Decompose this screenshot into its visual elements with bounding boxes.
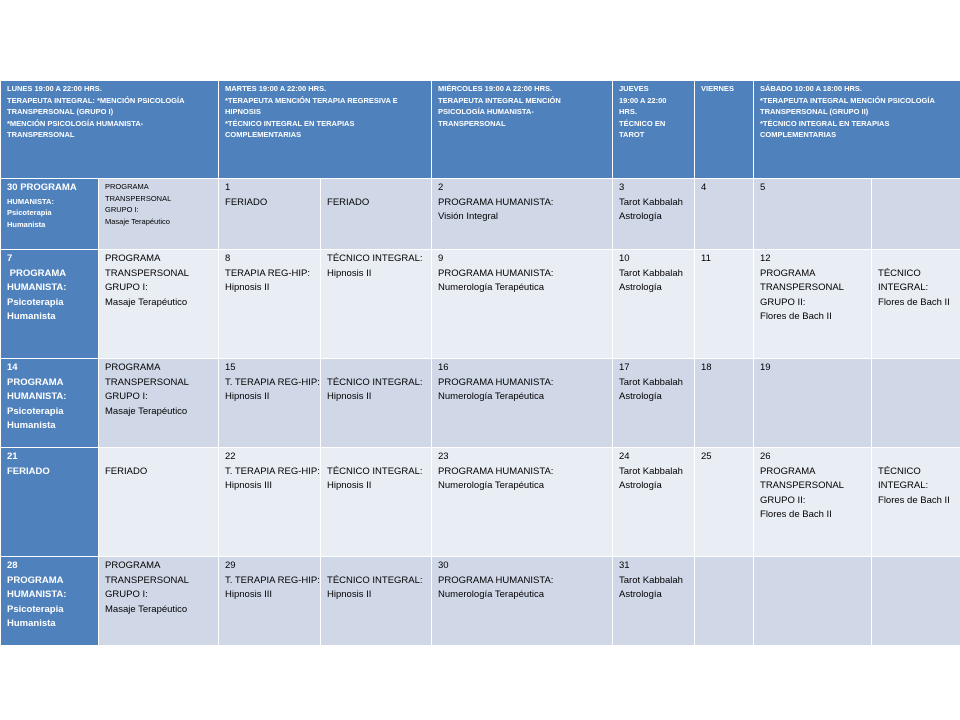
header-line: JUEVES [619,84,649,93]
week-row [1,250,960,359]
cell-line: TÉCNICO [878,267,921,279]
cell-line: Astrología [619,282,662,293]
cell-line: Hipnosis III [225,480,273,491]
header-line: LUNES 19:00 A 22:00 HRS. [7,84,102,93]
cell-line: Hipnosis II [225,282,270,293]
cell-line: 16 [438,362,449,373]
cell-line: TÉCNICO [878,465,921,477]
cell-line: FERIADO [225,196,268,208]
monday-cell [1,179,99,250]
header-line: TAROT [619,130,645,139]
header-line: MARTES 19:00 A 22:00 HRS. [225,84,327,93]
header-line: COMPLEMENTARIAS [760,130,837,139]
tuesday-cell [219,448,321,557]
saturday-tecnico-cell [872,179,960,250]
cell-line: TÉCNICO INTEGRAL: [327,253,423,264]
cell-line: PROGRAMA [105,560,161,571]
cell-line: 28 [7,560,18,571]
week-row [1,557,960,646]
cell-line: PROGRAMA HUMANISTA: [438,574,554,586]
cell-line: GRUPO I: [105,205,139,214]
cell-line: PROGRAMA [760,267,816,279]
tuesday-tecnico-cell [321,359,432,448]
cell-line: TRANSPERSONAL [105,574,189,586]
cell-line: 10 [619,253,630,264]
header-line: TRANSPERSONAL [438,118,506,128]
monday-cell [1,359,99,448]
schedule-table [0,80,960,646]
cell-line: Hipnosis II [327,589,372,600]
cell-line: 30 [438,560,449,571]
week-row [1,359,960,448]
header-line: PSICOLOGÍA HUMANISTA- [438,107,534,116]
cell-line: PROGRAMA HUMANISTA: [438,376,554,388]
cell-line: 4 [701,182,707,193]
cell-line: GRUPO II: [760,296,806,308]
cell-line: 22 [225,451,236,462]
cell-line [327,361,425,376]
cell-line: T. TERAPIA REG-HIP: [225,465,320,477]
cell-line [878,450,954,465]
wednesday-cell [432,448,613,557]
wednesday-cell [432,179,613,250]
header-line: TÉCNICO EN [619,118,666,128]
wednesday-cell [432,557,613,646]
cell-line: Flores de Bach II [878,494,950,506]
monday-cell [1,448,99,557]
cell-line [878,252,954,267]
saturday-cell [754,250,872,359]
cell-line: 19 [760,362,771,373]
header-row [1,81,960,179]
cell-line: Numerología Terapéutica [438,391,544,402]
saturday-tecnico-cell [872,448,960,557]
cell-line: Tarot Kabbalah [619,267,683,279]
saturday-tecnico-cell [872,359,960,448]
cell-line: Astrología [619,391,662,402]
tuesday-tecnico-cell [321,448,432,557]
header-line: TRANSPERSONAL (GRUPO I) [7,107,114,116]
monday-program-cell [99,557,219,646]
cell-line: Numerología Terapéutica [438,589,544,600]
cell-line: Masaje Terapéutico [105,603,188,615]
header-sabado [754,81,960,179]
cell-line: Humanista [7,618,56,629]
week-row [1,179,960,250]
cell-line: TÉCNICO INTEGRAL: [327,465,423,477]
saturday-cell [754,448,872,557]
cell-line [327,450,425,465]
friday-cell [695,448,754,557]
tuesday-cell [219,250,321,359]
cell-line: 1 [225,182,231,193]
cell-line: 18 [701,362,712,373]
cell-line: T. TERAPIA REG-HIP: [225,376,320,388]
cell-line: Astrología [619,589,662,600]
cell-line: Flores de Bach II [878,296,950,308]
cell-line: GRUPO II: [760,494,806,506]
cell-line: 8 [225,253,231,264]
cell-line: GRUPO I: [105,589,148,600]
cell-line: HUMANISTA: [7,196,54,206]
saturday-cell [754,179,872,250]
thursday-cell [613,557,695,646]
cell-line: 23 [438,451,449,462]
cell-line: HUMANISTA: [7,391,67,402]
cell-line: Tarot Kabbalah [619,465,683,477]
tuesday-cell [219,179,321,250]
cell-line: PROGRAMA HUMANISTA: [438,196,554,208]
header-line: 19:00 A 22:00 [619,95,667,105]
cell-line: 30 PROGRAMA [7,182,77,193]
cell-line: PROGRAMA HUMANISTA: [438,465,554,477]
cell-line: FERIADO [327,196,370,208]
cell-line: 5 [760,182,766,193]
cell-line: Humanista [7,420,56,431]
monday-program-cell [99,448,219,557]
cell-line: 25 [701,451,712,462]
header-line: SÁBADO 10:00 A 18:00 HRS. [760,84,862,93]
header-line: *TERAPEUTA MENCIÓN TERAPIA REGRESIVA E [225,95,398,105]
cell-line: TÉCNICO INTEGRAL: [327,574,423,586]
cell-line: TRANSPERSONAL [105,267,189,279]
cell-line: 17 [619,362,630,373]
cell-line: 11 [701,253,711,264]
cell-line: Flores de Bach II [760,311,832,322]
tuesday-tecnico-cell [321,250,432,359]
header-line: MIÉRCOLES 19:00 A 22:00 HRS. [438,84,553,93]
tuesday-cell [219,557,321,646]
cell-line: 3 [619,182,625,193]
header-line: TERAPEUTA INTEGRAL: *MENCIÓN PSICOLOGÍA [7,95,185,105]
cell-line: Psicoterapia [7,405,64,417]
cell-line: INTEGRAL: [878,480,929,491]
cell-line: 9 [438,253,444,264]
friday-cell [695,359,754,448]
cell-line: 24 [619,451,630,462]
thursday-cell [613,250,695,359]
header-lunes [1,81,219,179]
friday-cell [695,250,754,359]
cell-line: TERAPIA REG-HIP: [225,267,311,279]
cell-line: Hipnosis II [327,480,372,491]
header-line: *TERAPEUTA INTEGRAL MENCIÓN PSICOLOGÍA [760,95,935,105]
cell-line: GRUPO I: [105,391,148,402]
header-jueves [613,81,695,179]
cell-line: HUMANISTA: [7,589,67,600]
saturday-tecnico-cell [872,557,960,646]
header-line: TERAPEUTA INTEGRAL MENCIÓN [438,95,561,105]
header-miercoles [432,81,613,179]
cell-line: Psicoterapia [7,603,64,615]
thursday-cell [613,359,695,448]
cell-line: HUMANISTA: [7,282,67,293]
cell-line: FERIADO [7,465,50,477]
cell-line: Astrología [619,211,662,222]
friday-cell [695,557,754,646]
tuesday-tecnico-cell [321,557,432,646]
cell-line: Masaje Terapéutico [105,216,170,226]
saturday-cell [754,557,872,646]
cell-line: FERIADO [105,465,148,477]
cell-line: TRANSPERSONAL [760,282,844,293]
cell-line: Flores de Bach II [760,509,832,520]
header-line: VIERNES [701,84,734,93]
cell-line [327,181,425,196]
cell-line: Humanista [7,219,46,229]
cell-line: Hipnosis II [327,267,372,279]
cell-line: Hipnosis II [225,391,270,402]
monday-program-cell [99,359,219,448]
saturday-tecnico-cell [872,250,960,359]
header-martes [219,81,432,179]
header-line: HIPNOSIS [225,107,261,116]
monday-program-cell [99,179,219,250]
cell-line: 29 [225,560,236,571]
header-line: *TÉCNICO INTEGRAL EN TERAPIAS [760,118,890,128]
thursday-cell [613,179,695,250]
cell-line: PROGRAMA [7,376,64,388]
cell-line: Tarot Kabbalah [619,376,683,388]
cell-line: Humanista [7,311,56,322]
cell-line: 12 [760,253,771,264]
header-line: *TÉCNICO INTEGRAL EN TERAPIAS [225,118,355,128]
tuesday-tecnico-cell [321,179,432,250]
cell-line: PROGRAMA HUMANISTA: [438,267,554,279]
tuesday-cell [219,359,321,448]
cell-line: 15 [225,362,236,373]
cell-line: Tarot Kabbalah [619,196,683,208]
week-row [1,448,960,557]
header-line: HRS. [619,107,637,116]
cell-line: Psicoterapia [7,296,64,308]
cell-line [105,450,212,465]
cell-line: T. TERAPIA REG-HIP: [225,574,320,586]
header-viernes [695,81,754,179]
cell-line: TÉCNICO INTEGRAL: [327,376,423,388]
header-line: TRANSPERSONAL (GRUPO II) [760,107,869,116]
cell-line: Visión Integral [438,211,499,222]
cell-line: Astrología [619,480,662,491]
thursday-cell [613,448,695,557]
cell-line: 2 [438,182,444,193]
cell-line: INTEGRAL: [878,282,929,293]
cell-line: Masaje Terapéutico [105,296,188,308]
header-line: *MENCIÓN PSICOLOGÍA HUMANISTA- [7,118,144,128]
cell-line: GRUPO I: [105,282,148,293]
cell-line: 26 [760,451,771,462]
cell-line: Psicoterapia [7,208,52,217]
cell-line: Numerología Terapéutica [438,282,544,293]
cell-line: 21 [7,451,18,462]
cell-line: PROGRAMA [7,574,64,586]
wednesday-cell [432,359,613,448]
cell-line: 31 [619,560,630,571]
cell-line [327,559,425,574]
saturday-cell [754,359,872,448]
header-line: COMPLEMENTARIAS [225,130,302,139]
monday-cell [1,250,99,359]
cell-line: PROGRAMA [105,253,161,264]
friday-cell [695,179,754,250]
cell-line: Tarot Kabbalah [619,574,683,586]
cell-line: Hipnosis II [327,391,372,402]
cell-line: PROGRAMA [760,465,816,477]
cell-line: Hipnosis III [225,589,273,600]
cell-line: 7 [7,253,13,264]
cell-line: TRANSPERSONAL [760,480,844,491]
monday-program-cell [99,250,219,359]
cell-line: PROGRAMA [105,182,149,191]
monday-cell [1,557,99,646]
cell-line: TRANSPERSONAL [105,193,172,203]
header-line: TRANSPERSONAL [7,130,75,139]
wednesday-cell [432,250,613,359]
cell-line: PROGRAMA [7,267,67,279]
cell-line: PROGRAMA [105,362,161,373]
cell-line: TRANSPERSONAL [105,376,189,388]
cell-line: Masaje Terapéutico [105,405,188,417]
cell-line: Numerología Terapéutica [438,480,544,491]
cell-line: 14 [7,362,18,373]
